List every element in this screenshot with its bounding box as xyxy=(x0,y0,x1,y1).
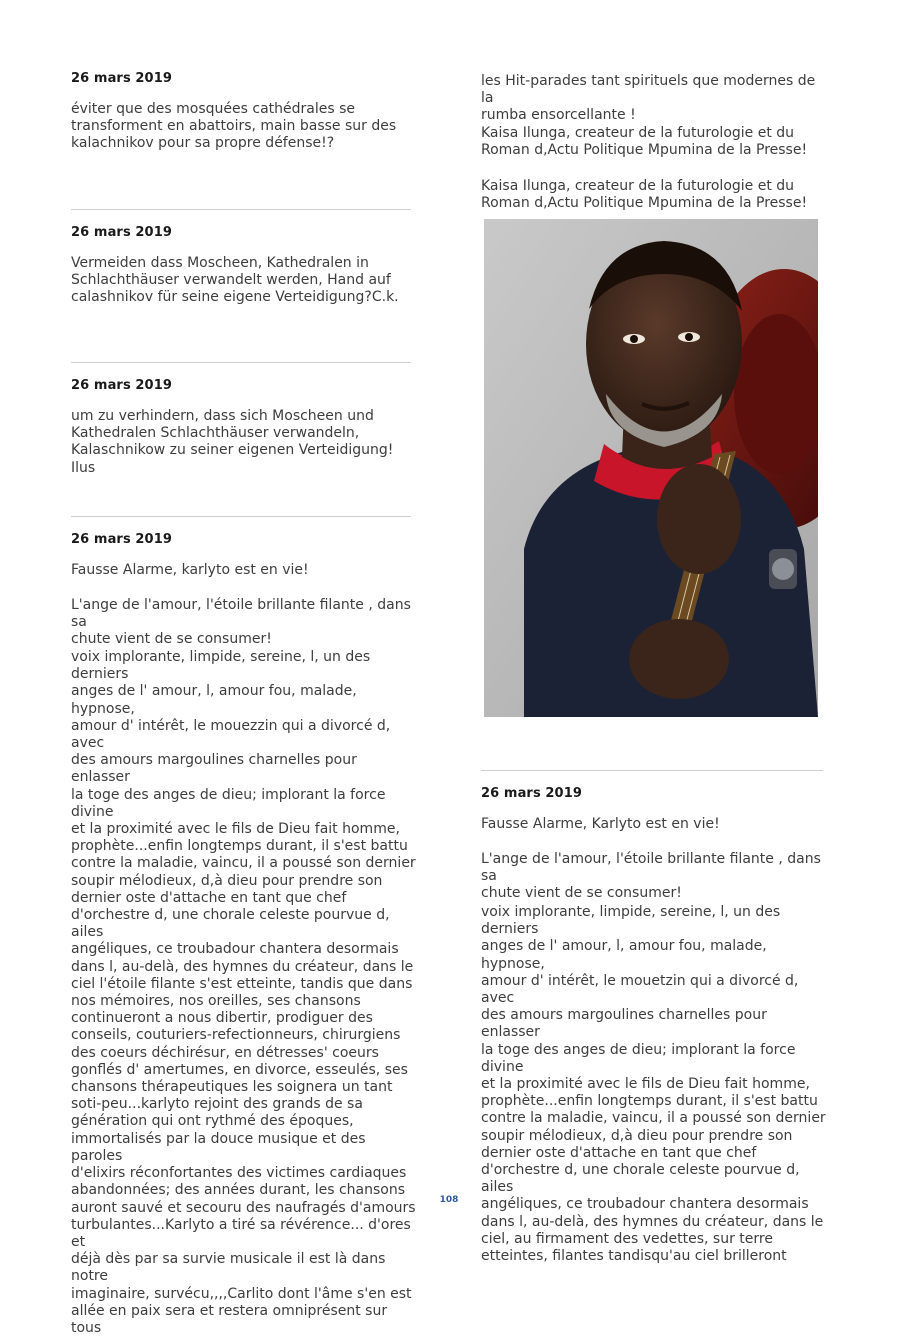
author-credit: Kaisa Ilunga, createur de la futurologie et du Roman d,Actu Politique Mpumina de la Presse! xyxy=(481,178,808,212)
entry-text: um zu verhindern, dass sich Moscheen und Kathedralen Schlachthäuser verwandeln, Kalaschnikow zu seiner eigenen Verteidigung! Ilus xyxy=(71,408,394,476)
continued-text: les Hit-parades tant spirituels que modernes de la rumba ensorcellante ! xyxy=(481,73,816,124)
entry-paragraph: voix implorante, limpide, sereine, l, un des derniers anges de l' amour, l, amour fou, malade, hypnose, amour d' intérêt, le mouezzin qui a divorcé d, avec des amours margoulines charnelles pour enlasser la toge des anges de dieu; implorant la force divine et la proximité avec le fils de Dieu fait homme, prophète...enfin longtemps durant, il s'est battu contre la maladie, vaincu, il a poussé son dernier soupir mélodieux, d,à dieu pour prendre son dernier oste d'attache en tant que chef d'orchestre d, une chorale celeste pourvue d, ailes angéliques, ce troubadour chantera desormais dans l, au-delà, des hymnes du créateur, dans le ciel l'étoile filante s'est etteinte, tandis que dans nos mémoires, nos oreilles, ses chansons continueront a nous dibertir, prodiguer des conseils, couturiers-refectionneurs, chirurgiens des coeurs déchirésur, en détresses' coeurs gonflés d' amertumes, en divorce, esseulés, ses chansons thérapeutiques les soignera un tant soti-peu...karlyto rejoint des grands de sa génération qui ont rythmé des époques, immortalisés par la douce musique et des paroles d'elixirs réconfortantes des victimes cardiaques abandonnées; des années durant, les chansons auront sauvé et secouru des naufragés d'amours turbulantes...Karlyto a tiré sa révérence... d'ores et déjà dès par sa survie musicale il est là dans notre imaginaire, survécu,,,,Carlito dont l'âme s'en est allée en paix sera et restera omniprésent sur tous xyxy=(71,649,416,1336)
entry-paragraph: L'ange de l'amour, l'étoile brillante filante , dans sa chute vient de se consumer! xyxy=(481,851,821,902)
entry-date: 26 mars 2019 xyxy=(71,532,172,547)
entry-paragraph: Fausse Alarme, karlyto est en vie! xyxy=(71,562,309,578)
divider xyxy=(71,362,411,363)
entry-text: éviter que des mosquées cathédrales se transforment en abattoirs, main basse sur des kalachnikov pour sa propre défense!? xyxy=(71,101,397,152)
divider xyxy=(71,209,411,210)
divider xyxy=(71,516,411,517)
entry-paragraph: Fausse Alarme, Karlyto est en vie! xyxy=(481,816,720,832)
entry-date: 26 mars 2019 xyxy=(71,225,172,240)
portrait-photo xyxy=(484,219,818,717)
entry-date: 26 mars 2019 xyxy=(71,378,172,393)
entry-paragraph: voix implorante, limpide, sereine, l, un des derniers anges de l' amour, l, amour fou, malade, hypnose, amour d' intérêt, le mouetzin qui a divorcé d, avec des amours margoulines charnelles pour enlasser la toge des anges de dieu; implorant la force divine et la proximité avec le fils de Dieu fait homme, prophète...enfin longtemps durant, il s'est battu contre la maladie, vaincu, il a poussé son dernier soupir mélodieux, d,à dieu pour prendre son dernier oste d'attache en tant que chef d'orchestre d, une chorale celeste pourvue d, ailes angéliques, ce troubadour chantera desormais dans l, au-delà, des hymnes du créateur, dans le ciel, au firmament des vedettes, sur terre etteintes, filantes tandisqu'au ciel brilleront xyxy=(481,904,826,1265)
divider xyxy=(481,770,823,771)
entry-date: 26 mars 2019 xyxy=(71,71,172,86)
entry-text: Vermeiden dass Moscheen, Kathedralen in Schlachthäuser verwandelt werden, Hand auf calashnikov für seine eigene Verteidigung?C.k. xyxy=(71,255,399,306)
entry-date: 26 mars 2019 xyxy=(481,786,582,801)
author-credit: Kaisa Ilunga, createur de la futurologie et du Roman d,Actu Politique Mpumina de la Presse! xyxy=(481,125,808,159)
page-number: 108 xyxy=(439,1195,459,1205)
entry-paragraph: L'ange de l'amour, l'étoile brillante filante , dans sa chute vient de se consumer! xyxy=(71,597,411,648)
